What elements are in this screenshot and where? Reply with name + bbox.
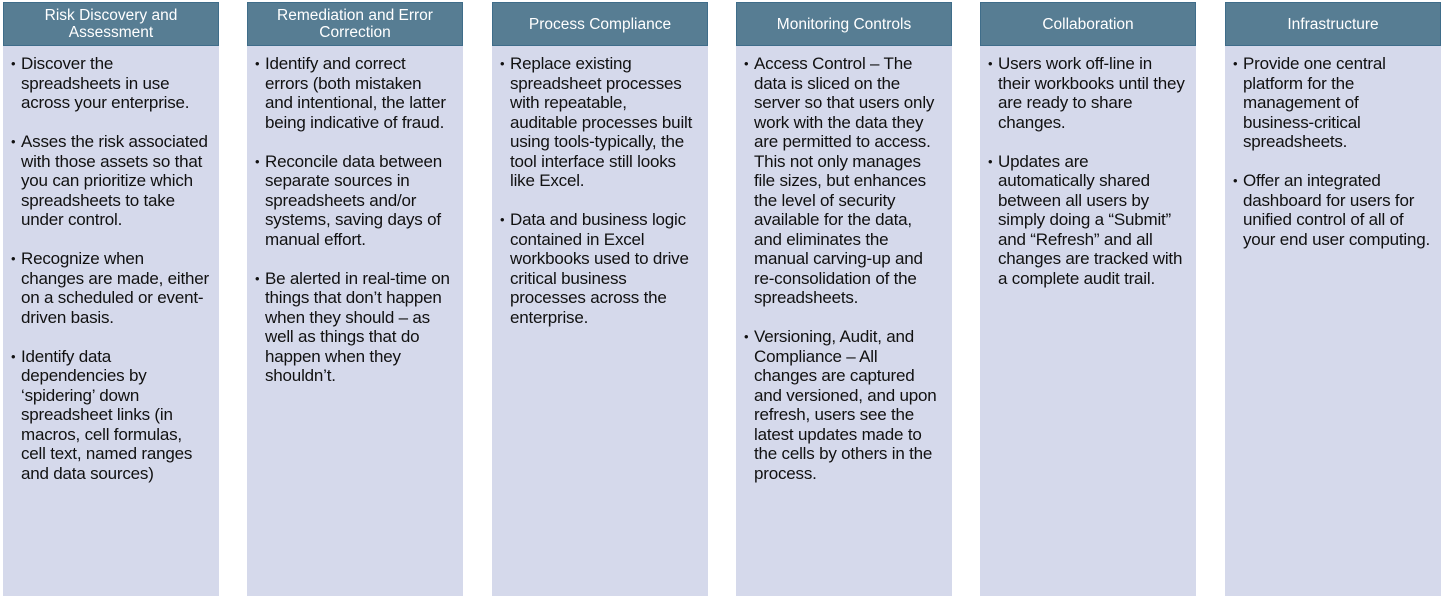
bullet-item: • Asses the risk associated with those assets so that you can prioritize which spreadsheets to take under control. bbox=[11, 132, 208, 229]
bullet-item: • Identify and correct errors (both mistaken and intentional, the latter being indicative of fraud. bbox=[255, 54, 446, 132]
bullet-item: • Offer an integrated dashboard for users for unified control of all of your end user computing. bbox=[1233, 171, 1431, 249]
bullet-item: • Recognize when changes are made, either on a scheduled or event-driven basis. bbox=[11, 249, 209, 327]
column-monitoring-controls bbox=[736, 2, 952, 596]
column-remediation bbox=[247, 2, 463, 596]
bullet-item: • Identify data dependencies by ‘spidering’ down spreadsheet links (in macros, cell formulas, cell text, named ranges and data sources) bbox=[11, 346, 193, 483]
bullet-icon: • bbox=[11, 134, 16, 149]
bullet-item: • Data and business logic contained in Excel workbooks used to drive critical business processes across the enterprise. bbox=[500, 210, 689, 327]
bullet-icon: • bbox=[1233, 56, 1238, 71]
column-body bbox=[492, 46, 708, 327]
bullet-icon: • bbox=[11, 56, 16, 71]
column-process-compliance bbox=[492, 2, 708, 596]
column-header: Monitoring Controls bbox=[736, 2, 952, 46]
bullet-item: • Access Control – The data is sliced on the server so that users only work with the data they are permitted to access. This not only manages file sizes, but enhances the level of security available for the data, and eliminates the manual carving-up and re-consolidation of the spreadsheets. bbox=[744, 54, 935, 307]
bullet-item: • Provide one central platform for the management of business-critical spreadsheets. bbox=[1233, 54, 1386, 151]
column-risk-discovery bbox=[3, 2, 219, 596]
bullet-icon: • bbox=[255, 153, 260, 169]
column-body bbox=[736, 46, 952, 483]
bullet-icon: • bbox=[11, 251, 16, 266]
column-header: Infrastructure bbox=[1225, 2, 1441, 46]
bullet-icon: • bbox=[255, 56, 260, 71]
bullet-icon: • bbox=[255, 270, 260, 286]
bullet-icon: • bbox=[500, 212, 505, 227]
column-body bbox=[247, 46, 463, 386]
column-collaboration bbox=[980, 2, 1196, 596]
bullet-icon: • bbox=[988, 153, 993, 169]
bullet-icon: • bbox=[11, 348, 16, 364]
bullet-icon: • bbox=[1233, 173, 1238, 188]
column-header: Process Compliance bbox=[492, 2, 708, 46]
bullet-item: • Versioning, Audit, and Compliance – All changes are captured and versioned, and upon refresh, users see the latest updates made to the cells by others in the process. bbox=[744, 327, 937, 483]
column-body bbox=[3, 46, 219, 483]
bullet-icon: • bbox=[988, 56, 993, 71]
bullet-icon: • bbox=[744, 329, 749, 344]
column-body bbox=[980, 46, 1196, 288]
bullet-item: • Discover the spreadsheets in use across your enterprise. bbox=[11, 54, 190, 112]
column-header: Remediation and Error Correction bbox=[247, 2, 463, 46]
column-infrastructure bbox=[1225, 2, 1441, 596]
column-header: Collaboration bbox=[980, 2, 1196, 46]
column-body bbox=[1225, 46, 1441, 249]
bullet-icon: • bbox=[744, 56, 749, 71]
bullet-item: • Updates are automatically shared between all users by simply doing a “Submit” and “Refresh” and all changes are tracked with a complete audit trail. bbox=[988, 151, 1183, 288]
bullet-item: • Replace existing spreadsheet processes with repeatable, auditable processes built using tools-typically, the tool interface still looks like Excel. bbox=[500, 54, 693, 190]
bullet-icon: • bbox=[500, 56, 505, 71]
column-header: Risk Discovery and Assessment bbox=[3, 2, 219, 46]
bullet-item: • Users work off-line in their workbooks until they are ready to share changes. bbox=[988, 54, 1185, 132]
bullet-item: • Reconcile data between separate sources in spreadsheets and/or systems, saving days of manual effort. bbox=[255, 151, 443, 249]
bullet-item: • Be alerted in real-time on things that don’t happen when they should – as well as things that do happen when they shouldn’t. bbox=[255, 268, 450, 385]
